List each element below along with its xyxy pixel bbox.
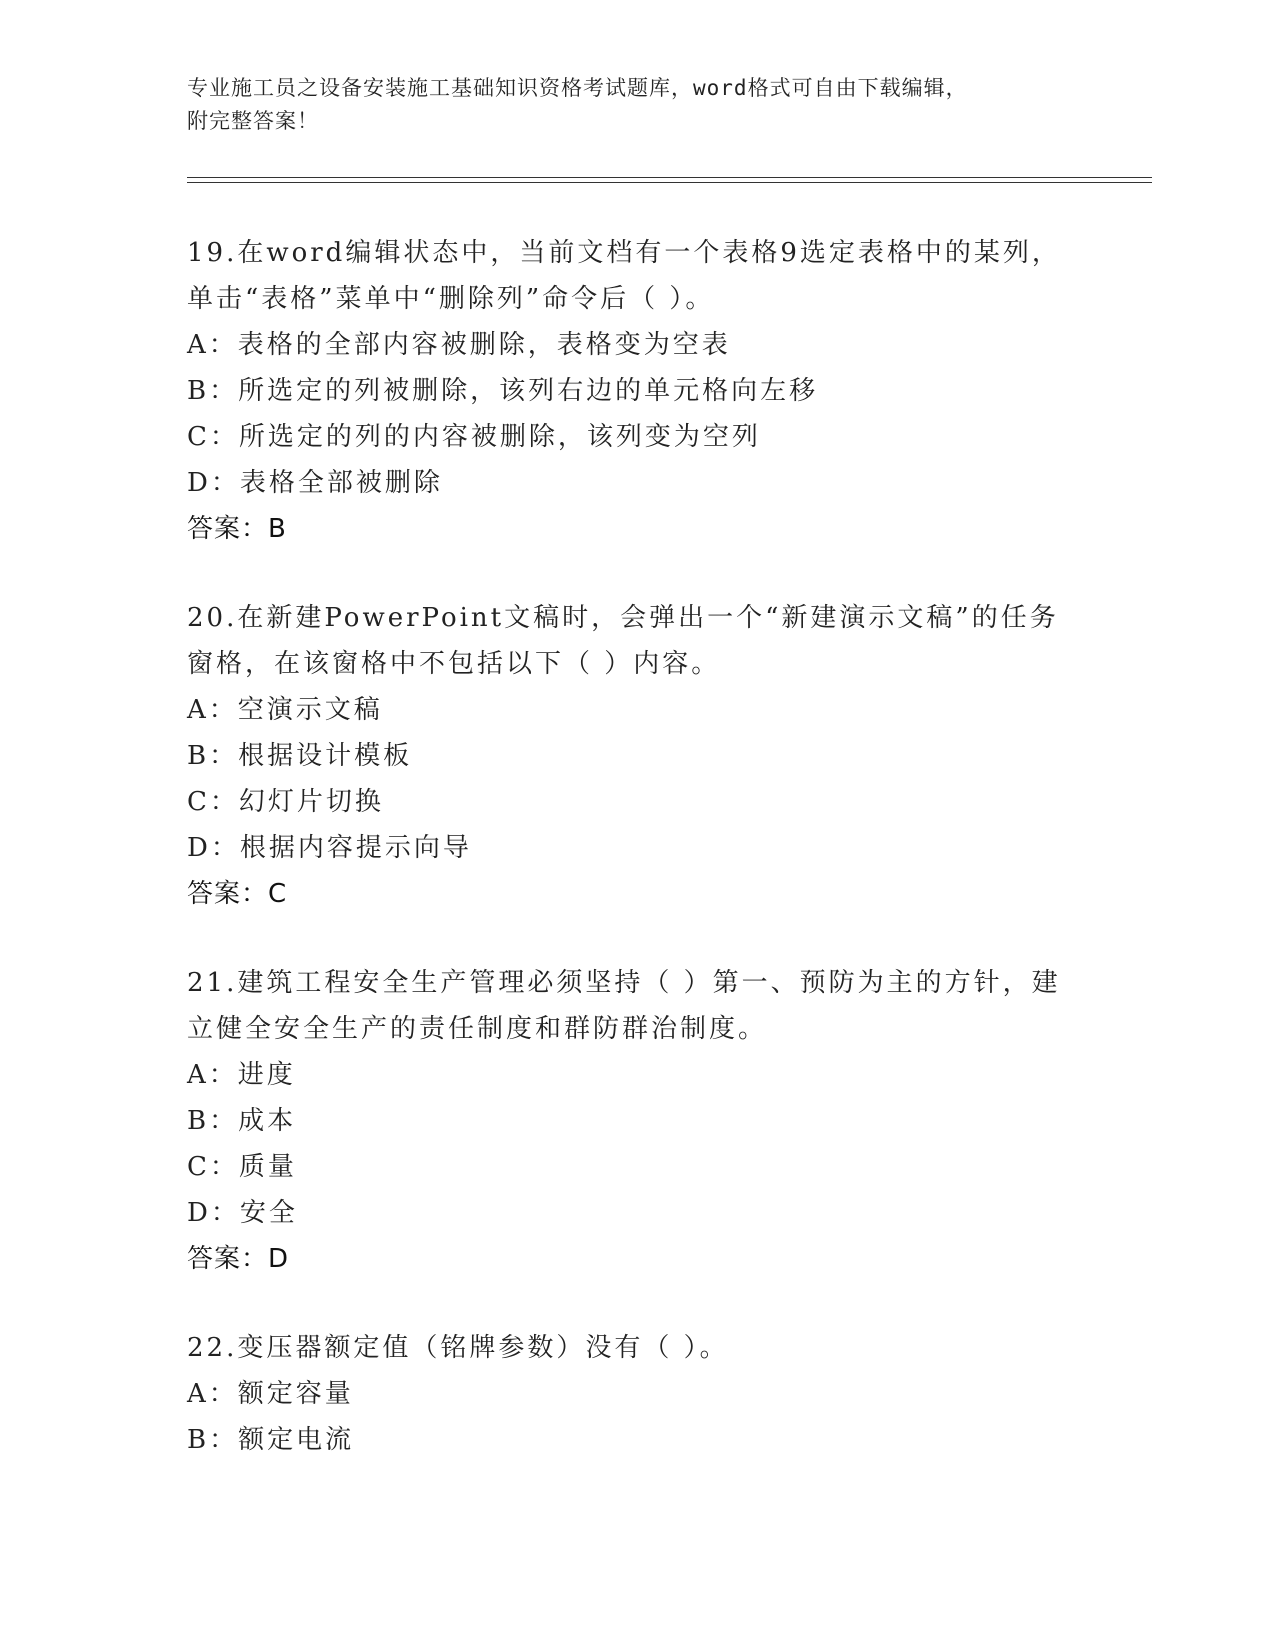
question-text: 19.在word编辑状态中，当前文档有一个表格9选定表格中的某列， (187, 238, 1061, 268)
option-a: A：进度 (187, 1060, 296, 1090)
question-20 (187, 595, 1087, 917)
option-b: B：根据设计模板 (187, 741, 413, 771)
option-d: D：根据内容提示向导 (187, 833, 472, 863)
option-b: B：成本 (187, 1106, 297, 1136)
answer: 答案：D (187, 1244, 290, 1274)
spacer (187, 552, 1087, 595)
question-text: 立健全安全生产的责任制度和群防群治制度。 (187, 1014, 768, 1044)
question-text: 22.变压器额定值（铭牌参数）没有（ ）。 (187, 1333, 729, 1363)
option-c: C：质量 (187, 1152, 297, 1182)
option-d: D：安全 (187, 1198, 298, 1228)
option-b: B：所选定的列被删除，该列右边的单元格向左移 (187, 376, 819, 406)
question-list (187, 230, 1087, 1463)
question-text: 窗格，在该窗格中不包括以下（ ）内容。 (187, 649, 721, 679)
header-line-1: 专业施工员之设备安装施工基础知识资格考试题库，word格式可自由下载编辑， (187, 76, 968, 100)
question-text: 单击“表格”菜单中“删除列”命令后（ ）。 (187, 284, 715, 314)
header-divider-bottom (187, 182, 1152, 183)
header-line-2: 附完整答案！ (187, 109, 319, 133)
option-a: A：额定容量 (187, 1379, 354, 1409)
header-divider-top (187, 177, 1152, 178)
question-text: 20.在新建PowerPoint文稿时，会弹出一个“新建演示文稿”的任务 (187, 603, 1059, 633)
question-21 (187, 960, 1087, 1282)
option-a: A：表格的全部内容被删除，表格变为空表 (187, 330, 731, 360)
spacer (187, 917, 1087, 960)
question-19 (187, 230, 1087, 552)
document-header (187, 72, 1107, 138)
option-c: C：所选定的列的内容被删除，该列变为空列 (187, 422, 761, 452)
question-text: 21.建筑工程安全生产管理必须坚持（ ）第一、预防为主的方针，建 (187, 968, 1061, 998)
option-b: B：额定电流 (187, 1425, 355, 1455)
spacer (187, 1282, 1087, 1325)
answer: 答案：C (187, 879, 288, 909)
option-c: C：幻灯片切换 (187, 787, 384, 817)
option-a: A：空演示文稿 (187, 695, 383, 725)
option-d: D：表格全部被删除 (187, 468, 443, 498)
question-22 (187, 1325, 1087, 1463)
answer: 答案：B (187, 514, 287, 544)
